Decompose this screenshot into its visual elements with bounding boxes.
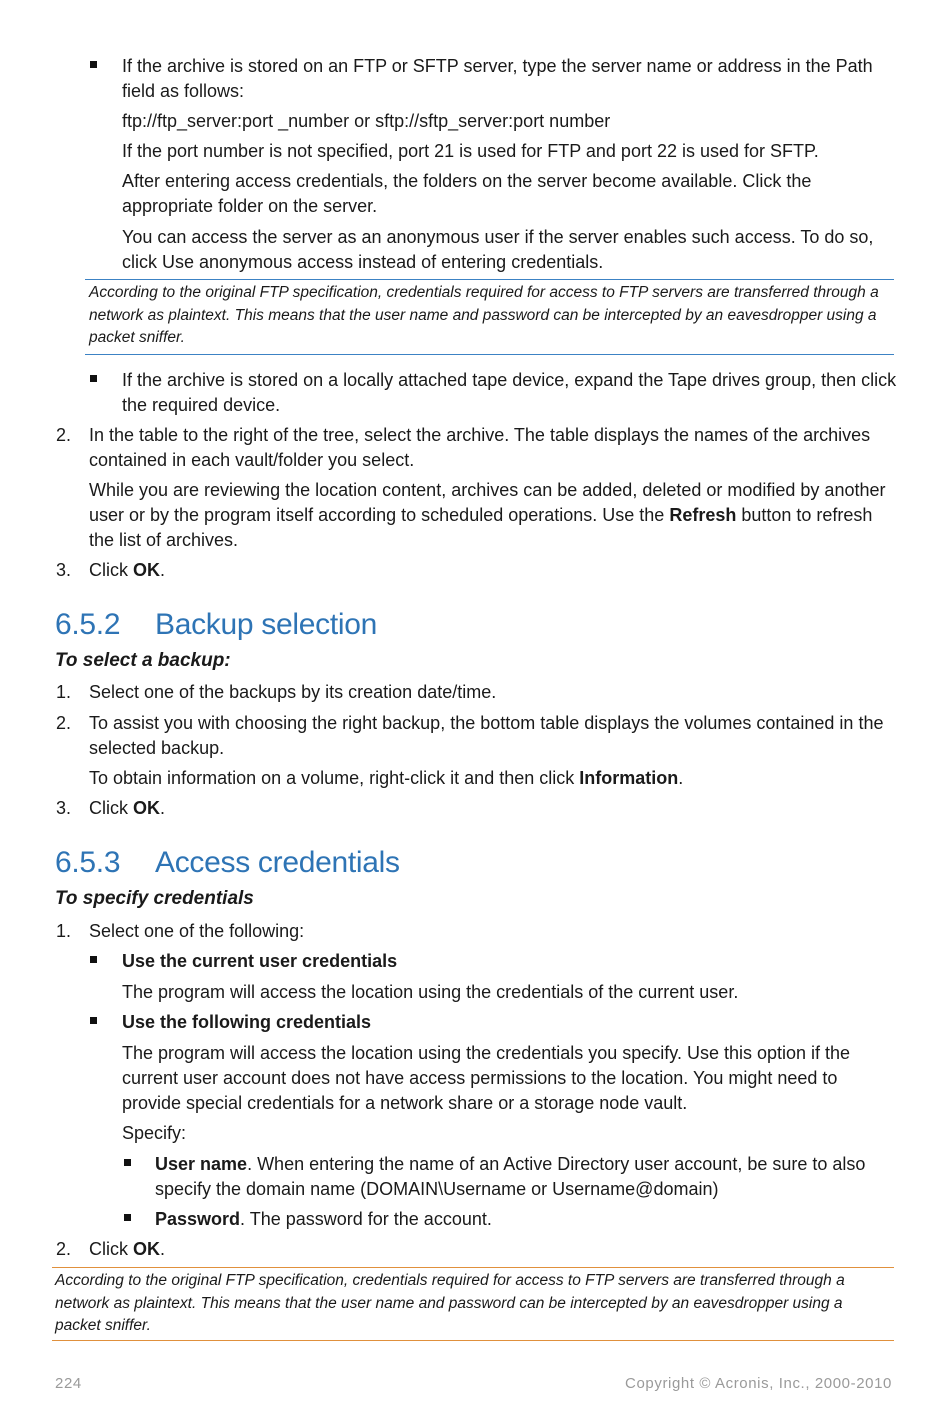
credentials-step-2: Click OK. xyxy=(89,1239,166,1259)
option-current-user-desc: The program will access the location using the credentials of the current user. xyxy=(122,982,739,1002)
step-2-note: While you are reviewing the location content, archives can be added, deleted or modified by another user or by the program itself according to scheduled operations. Use the Refresh button to refresh the list of archives. xyxy=(89,480,886,550)
ftp-bullet-text: If the archive is stored on an FTP or SFTP server, type the server name or address in the Path field as follows: xyxy=(122,56,873,101)
step-2-text: In the table to the right of the tree, select the archive. The table displays the names of the archives contained in each vault/folder you select. xyxy=(89,425,871,470)
username-item: User name. When entering the name of an Active Directory user account, be sure to also specify the domain name (DOMAIN\Username or Username@domain) xyxy=(155,1154,866,1199)
ftp-anonymous: You can access the server as an anonymous user if the server enables such access. To do so, click Use anonymous access instead of entering credentials. xyxy=(122,227,874,272)
ftp-after-credentials: After entering access credentials, the folders on the server become available. Click the appropriate folder on the server. xyxy=(122,171,812,216)
backup-info: To obtain information on a volume, right-click it and then click Information. xyxy=(89,768,684,788)
refresh-label: Refresh xyxy=(669,505,737,525)
step-3-text: Click OK. xyxy=(89,560,166,580)
note-bottom-rule xyxy=(52,1340,894,1341)
tape-bullet-text: If the archive is stored on a locally attached tape device, expand the Tape drives group, then click the required device. xyxy=(122,370,897,415)
step-number: 3. xyxy=(56,560,72,580)
bullet-icon xyxy=(124,1214,131,1221)
option-following-desc: The program will access the location using the credentials you specify. Use this option if the current user account does not have access permissions to the location. You might need to provide special credentials for a network share or a storage node vault. xyxy=(122,1043,851,1113)
backup-step-3: Click OK. xyxy=(89,798,166,818)
bullet-icon xyxy=(90,956,97,963)
section-heading-653: 6.5.3 Access credentials xyxy=(55,846,400,879)
option-current-user-title: Use the current user credentials xyxy=(122,951,398,971)
step-number: 1. xyxy=(56,921,72,941)
step-number: 2. xyxy=(56,1239,72,1259)
ftp-ports: If the port number is not specified, port 21 is used for FTP and port 22 is used for SFTP. xyxy=(122,141,819,161)
information-label: Information xyxy=(579,768,679,788)
step-number: 2. xyxy=(56,425,72,445)
step-number: 2. xyxy=(56,713,72,733)
procedure-title: To select a backup: xyxy=(55,650,231,671)
backup-step-2: To assist you with choosing the right backup, the bottom table displays the volumes contained in the selected backup. xyxy=(89,713,884,758)
bullet-icon xyxy=(124,1159,131,1166)
note-top-rule xyxy=(85,279,894,280)
credentials-step-1: Select one of the following: xyxy=(89,921,305,941)
note-ftp-plaintext: According to the original FTP specification, credentials required for access to FTP servers are transferred through a network as plaintext. This means that the user name and password can be intercepted by an eavesdropper using a packet sniffer. xyxy=(89,284,879,346)
page-number: 224 xyxy=(55,1375,82,1392)
step-number: 3. xyxy=(56,798,72,818)
option-following-title: Use the following credentials xyxy=(122,1012,372,1032)
note-bottom-rule xyxy=(85,354,894,355)
bullet-icon xyxy=(90,375,97,382)
bullet-icon xyxy=(90,61,97,68)
ftp-syntax: ftp://ftp_server:port _number or sftp://sftp_server:port number xyxy=(122,111,611,131)
section-heading-652: 6.5.2 Backup selection xyxy=(55,608,378,641)
specify-label: Specify: xyxy=(122,1123,187,1143)
note-ftp-plaintext: According to the original FTP specification, credentials required for access to FTP servers are transferred through a network as plaintext. This means that the user name and password can be intercepted by an eavesdropper using a packet sniffer. xyxy=(55,1272,845,1334)
copyright-text: Copyright © Acronis, Inc., 2000-2010 xyxy=(625,1375,892,1392)
backup-step-1: Select one of the backups by its creation date/time. xyxy=(89,682,497,702)
step-number: 1. xyxy=(56,682,72,702)
note-top-rule xyxy=(52,1267,894,1268)
password-item: Password. The password for the account. xyxy=(155,1209,492,1229)
bullet-icon xyxy=(90,1017,97,1024)
procedure-title: To specify credentials xyxy=(55,888,254,909)
